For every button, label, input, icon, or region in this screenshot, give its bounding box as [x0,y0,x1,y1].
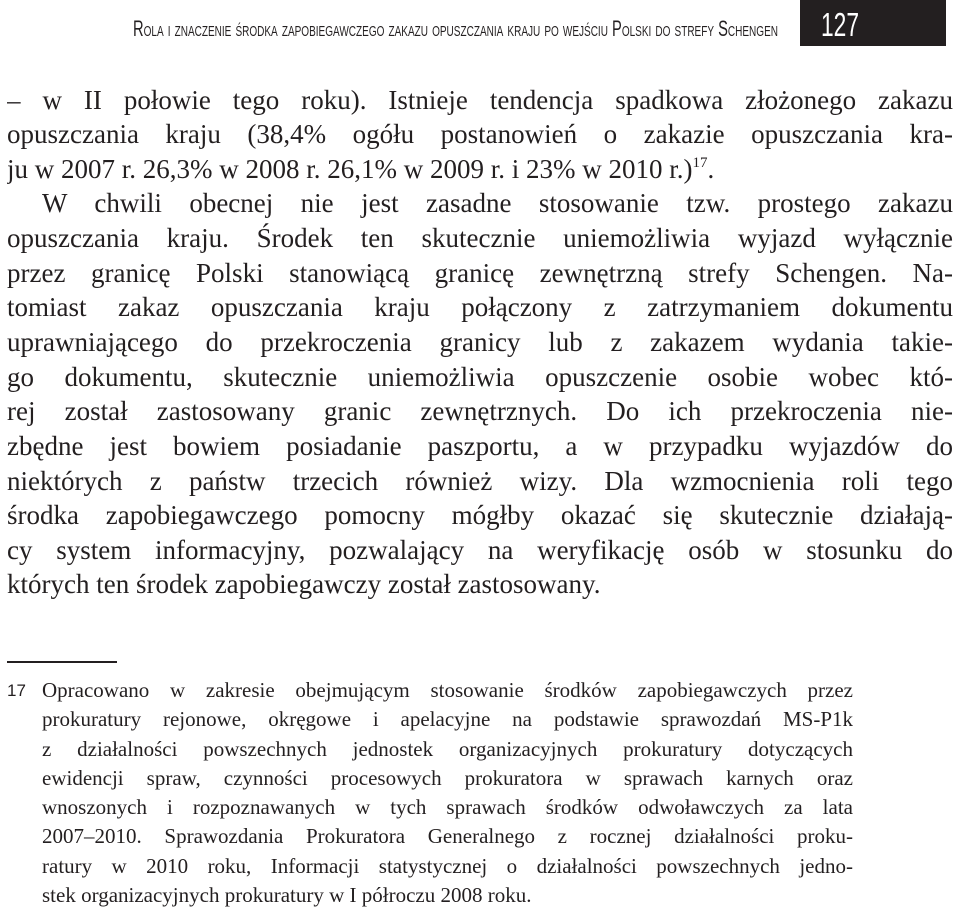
body-line: uprawniającego do przekroczenia granicy lub z zakazem wydania takie- [7,326,953,357]
body-line: – w II połowie tego roku). Istnieje tendencja spadkowa złożonego zakazu [7,84,953,115]
body-text [7,83,953,603]
footnote-line: z działalności powszechnych jednostek organizacyjnych prokuratury dotyczących [42,736,853,761]
body-line: W chwili obecnej nie jest zasadne stosowanie tzw. prostego zakazu [42,188,953,219]
footnote-reference: 17 [692,154,708,171]
body-line: go dokumentu, skutecznie uniemożliwia opuszczenie osobie wobec któ- [7,361,953,392]
body-line: rej został zastosowany granic zewnętrznych. Do ich przekroczenia nie- [7,396,953,427]
page-header [0,0,960,52]
footnote-line: wnoszonych i rozpoznawanych w tych sprawach środków odwoławczych za lata [42,795,853,820]
body-line: zbędne jest bowiem posiadanie paszportu, a w przypadku wyjazdów do [7,430,953,461]
body-line: opuszczania kraju (38,4% ogółu postanowień o zakazie opuszczania kra- [7,119,953,150]
running-title: Rola i znaczenie środka zapobiegawczego zakazu opuszczania kraju po wejściu Polski do strefy Schengen [133,16,778,41]
body-line: przez granicę Polski stanowiącą granicę zewnętrzną strefy Schengen. Na- [7,257,953,288]
body-line: których ten środek zapobiegawczy został zastosowany. [7,569,601,600]
footnote-line: ratury w 2010 roku, Informacji statystycznej o działalności powszechnych jedno- [42,853,853,878]
page-number: 127 [821,6,859,43]
footnote-line: 2007–2010. Sprawozdania Prokuratora Generalnego z rocznej działalności proku- [42,824,853,849]
body-line: opuszczania kraju. Środek ten skutecznie uniemożliwia wyjazd wyłącznie [7,223,953,254]
body-line: tomiast zakaz opuszczania kraju połączony z zatrzymaniem dokumentu [7,292,953,323]
footnote-text [42,676,853,910]
footnote-line: prokuratury rejonowe, okręgowe i apelacyjne na podstawie sprawozdań MS-P1k [42,707,853,732]
footnote-line: ewidencji spraw, czynności procesowych prokuratora w sprawach karnych oraz [42,765,853,790]
body-line: środka zapobiegawczego pomocny mógłby okazać się skutecznie działają- [7,500,953,531]
footnote-separator [7,661,117,663]
footnote-line: stek organizacyjnych prokuratury w I półroczu 2008 roku. [42,883,532,908]
body-line: niektórych z państw trzecich również wizy. Dla wzmocnienia roli tego [7,465,953,496]
body-line [7,152,953,187]
body-line-tail: . [707,153,715,184]
footnote-line: Opracowano w zakresie obejmującym stosowanie środków zapobiegawczych przez [42,678,853,702]
body-line-text: ju w 2007 r. 26,3% w 2008 r. 26,1% w 2009 r. i 23% w 2010 r.) [7,153,693,184]
body-line: cy system informacyjny, pozwalający na weryfikację osób w stosunku do [7,534,953,565]
footnote-number: 17 [7,681,26,700]
